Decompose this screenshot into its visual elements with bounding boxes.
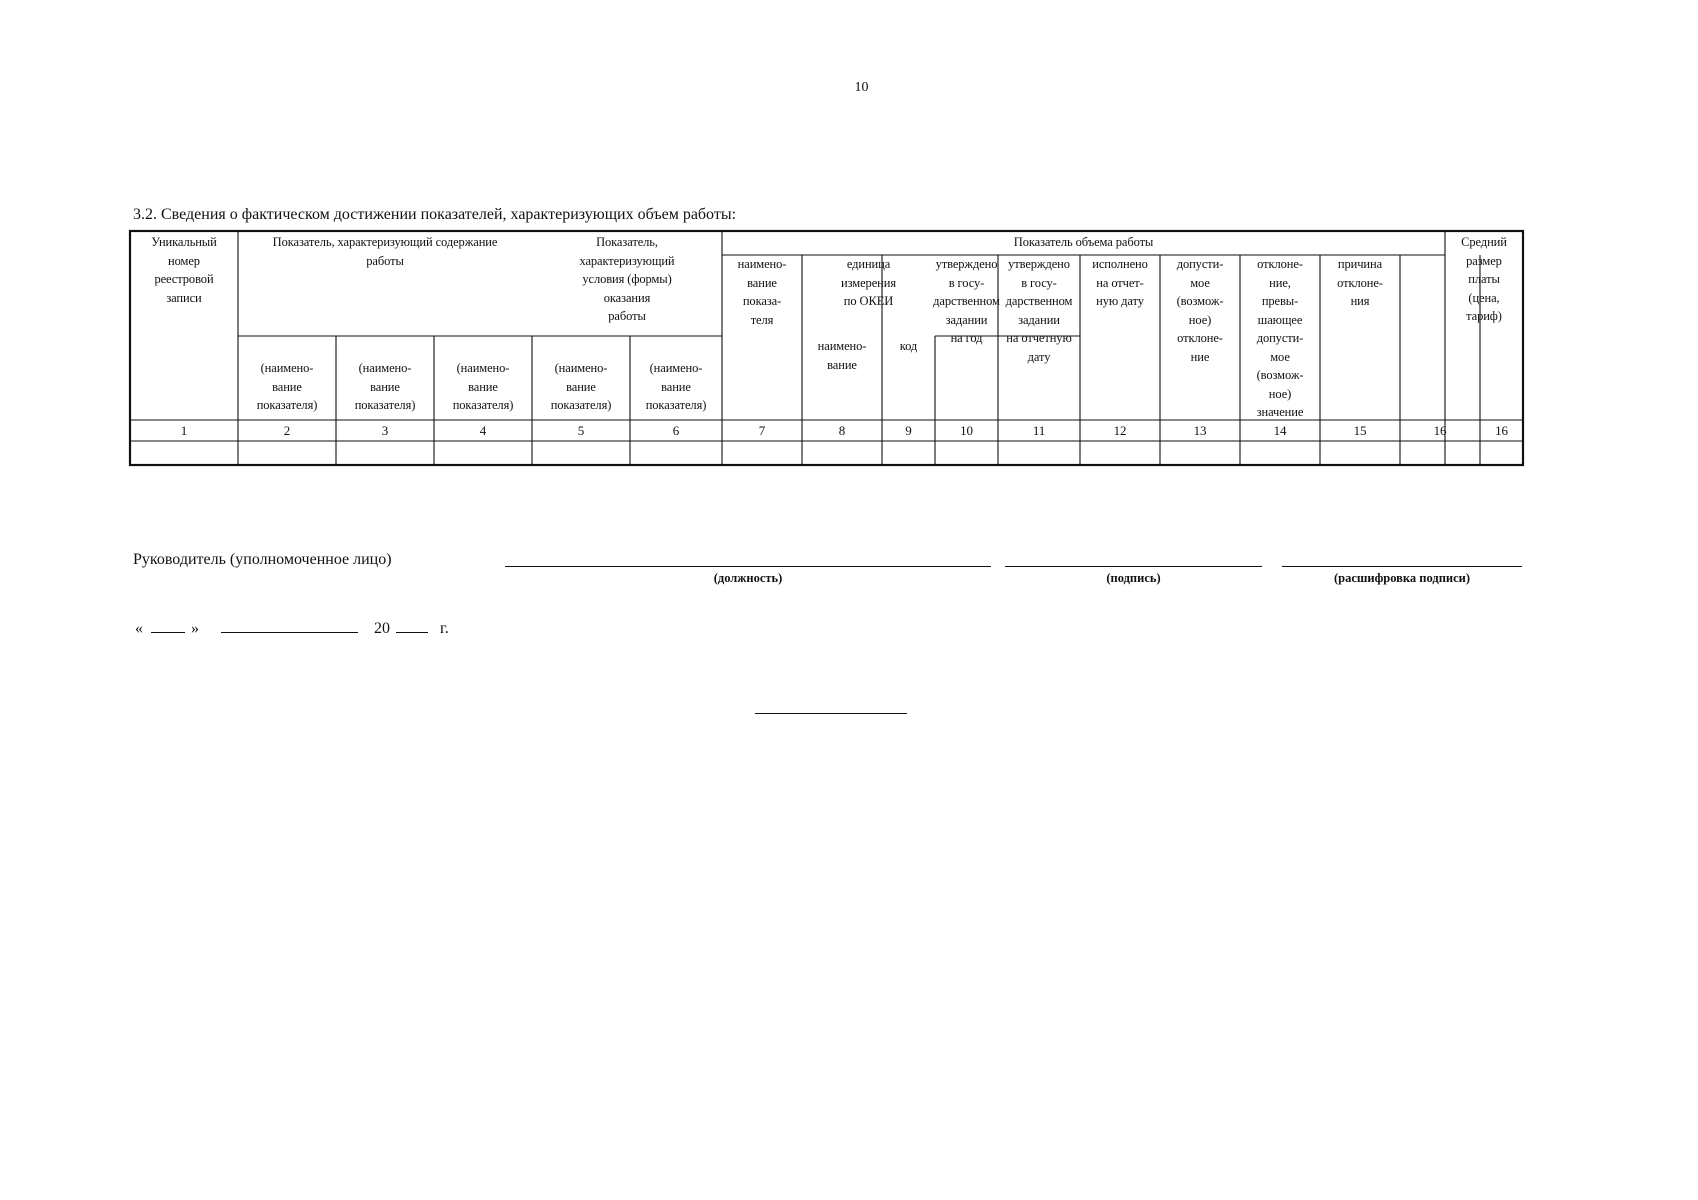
column-number: 11 bbox=[1032, 423, 1046, 438]
year-blank[interactable] bbox=[396, 616, 428, 633]
column-number: 12 bbox=[1113, 423, 1127, 438]
column-number: 10 bbox=[960, 423, 973, 438]
header-sub-indicator-3: (наимено- вание показателя) bbox=[354, 361, 416, 412]
column-number: 8 bbox=[838, 423, 846, 438]
column-number: 1 bbox=[180, 423, 188, 438]
column-number: 7 bbox=[758, 423, 766, 438]
column-number: 9 bbox=[905, 423, 912, 438]
header-unique-number: Уникальный номер реестровой записи bbox=[151, 235, 217, 305]
year-prefix: 20 bbox=[374, 620, 390, 637]
column-number: 16 bbox=[1433, 423, 1447, 438]
day-blank[interactable] bbox=[151, 616, 185, 633]
header-approved-date: утверждено в госу- дарственном задании на отчетную дату bbox=[1005, 257, 1073, 364]
signature-label: Руководитель (уполномоченное лицо) bbox=[133, 551, 392, 568]
header-indicator-name: наимено- вание показа- теля bbox=[737, 257, 787, 327]
section-title: 3.2. Сведения о фактическом достижении показателей, характеризующих объем работы: bbox=[133, 206, 737, 223]
month-blank[interactable] bbox=[221, 616, 358, 633]
column-number: 13 bbox=[1193, 423, 1207, 438]
end-divider bbox=[755, 713, 907, 714]
column-number: 3 bbox=[381, 423, 389, 438]
column-number: 2 bbox=[283, 423, 291, 438]
header-allowed-deviation: допусти- мое (возмож- ное) отклоне- ние bbox=[1176, 257, 1224, 364]
header-content-indicator: Показатель, характеризующий содержание работы bbox=[272, 235, 498, 268]
date-close-quote: » bbox=[191, 620, 199, 637]
header-volume-indicator: Показатель объема работы bbox=[1013, 235, 1154, 249]
header-excess-deviation: отклоне- ние, превы- шающее допусти- мое (возмож- ное) значение bbox=[1256, 257, 1304, 419]
column-number: 16 bbox=[1495, 423, 1508, 438]
header-conditions-indicator: Показатель, характеризующий условия (формы) оказания работы bbox=[579, 235, 675, 323]
header-done-date: исполнено на отчет- ную дату bbox=[1092, 257, 1148, 308]
column-number: 14 bbox=[1273, 423, 1287, 438]
indicators-table bbox=[130, 231, 1523, 465]
position-caption: (должность) bbox=[713, 571, 783, 585]
header-unit-okei: единица измерения по ОКЕИ bbox=[841, 257, 896, 308]
column-number: 15 bbox=[1353, 423, 1367, 438]
signature-decoding-blank-line[interactable] bbox=[1282, 566, 1522, 567]
position-blank-line[interactable] bbox=[505, 566, 991, 567]
header-unit-name: наимено- вание bbox=[817, 339, 867, 372]
date-line bbox=[135, 616, 449, 638]
signature-decoding-caption: (расшифровка подписи) bbox=[1333, 571, 1471, 585]
header-sub-indicator-5: (наимено- вание показателя) bbox=[550, 361, 612, 412]
header-unit-code: код bbox=[899, 339, 918, 353]
date-open-quote: « bbox=[135, 620, 143, 637]
header-avg-fee: Средний размер платы (цена, тариф) bbox=[1461, 235, 1507, 323]
header-sub-indicator-2: (наимено- вание показателя) bbox=[256, 361, 318, 412]
column-number: 6 bbox=[672, 423, 680, 438]
signature-caption: (подпись) bbox=[1106, 571, 1161, 585]
column-number: 5 bbox=[577, 423, 585, 438]
header-sub-indicator-4: (наимено- вание показателя) bbox=[452, 361, 514, 412]
header-deviation-reason: причина отклоне- ния bbox=[1337, 257, 1383, 308]
column-number: 4 bbox=[479, 423, 487, 438]
header-sub-indicator-6: (наимено- вание показателя) bbox=[645, 361, 707, 412]
header-approved-year: утверждено в госу- дарственном задании на год bbox=[933, 257, 1000, 345]
signature-blank-line[interactable] bbox=[1005, 566, 1262, 567]
page-number: 10 bbox=[854, 80, 869, 95]
year-suffix: г. bbox=[440, 620, 449, 637]
